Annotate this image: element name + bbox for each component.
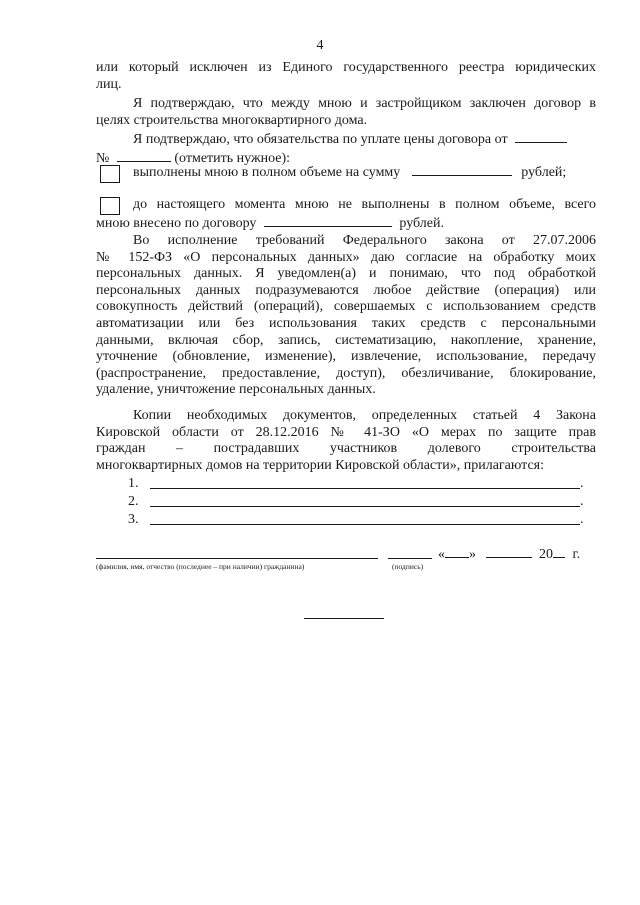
paid-amount-field[interactable] xyxy=(412,163,512,176)
text-line: персональных данных подразумеваются любое действие (операция) или xyxy=(96,282,596,298)
day-field[interactable] xyxy=(445,545,469,558)
deposited-amount-field[interactable] xyxy=(264,214,392,227)
text-line: совокупность действий (операций), совершаемых с использованием средств xyxy=(96,299,596,315)
year-field[interactable] xyxy=(553,545,565,558)
text-line: целях строительства многоквартирного дома. xyxy=(96,112,368,128)
month-field[interactable] xyxy=(486,545,532,558)
text-line: автоматизации или без использования таких средств с персональными xyxy=(96,315,596,331)
text-line: лиц. xyxy=(96,76,122,92)
signature-field[interactable] xyxy=(388,558,432,559)
currency-unit: рублей. xyxy=(399,215,445,231)
attachment-item[interactable] xyxy=(128,494,584,510)
year-suffix: г. xyxy=(572,547,581,562)
number-sign: № xyxy=(96,150,110,166)
attachment-end: . xyxy=(580,494,584,509)
text-line: уточнение (обновление, изменение), извлечение, использование, передачу xyxy=(96,349,596,365)
text-line: многоквартирных домов на территории Кировской области», прилагаются: xyxy=(96,457,544,473)
paragraph-intro xyxy=(96,60,596,93)
checkbox-fully-paid[interactable] xyxy=(100,165,120,183)
attachment-end: . xyxy=(580,512,584,527)
text-line: (распространение, предоставление, доступ), обезличивание, блокирование, xyxy=(96,365,596,381)
attachment-number: 2. xyxy=(128,494,139,509)
end-of-document-line xyxy=(304,618,384,619)
text-line: до настоящего момента мною не выполнены в полном объеме, всего xyxy=(133,197,596,212)
full-name-field[interactable] xyxy=(96,558,378,559)
attachment-field[interactable] xyxy=(150,506,580,507)
date-field xyxy=(438,545,580,563)
paragraph-obligations xyxy=(96,130,596,167)
text-line: Во исполнение требований Федерального закона от 27.07.2006 xyxy=(133,233,596,248)
contract-number-field[interactable] xyxy=(117,149,171,162)
date-close-quote: » xyxy=(469,547,476,562)
option-fully-paid-text: выполнены мною в полном объеме на сумму xyxy=(133,165,401,180)
text-line: данными, включая сбор, запись, систематизацию, накопление, хранение, xyxy=(96,332,596,348)
attachment-item[interactable] xyxy=(128,476,584,492)
attachment-field[interactable] xyxy=(150,524,580,525)
contract-date-field[interactable] xyxy=(515,130,567,143)
text-line: удаление, уничтожение персональных данных. xyxy=(96,382,376,398)
option-fully-paid xyxy=(133,163,596,181)
text-line: Я подтверждаю, что между мною и застройщиком заключен договор в xyxy=(133,96,596,111)
text-line: или который исключен из Единого государственного реестра юридических xyxy=(96,60,596,75)
page-number: 4 xyxy=(316,38,324,53)
option-partially-paid-text: мною внесено по договору xyxy=(96,215,257,231)
paragraph-consent xyxy=(96,233,596,399)
text-line xyxy=(96,214,596,233)
currency-unit: рублей; xyxy=(521,165,567,180)
mark-instruction: (отметить нужное): xyxy=(174,150,291,166)
text-line: граждан – пострадавших участников долевого строительства xyxy=(96,441,596,457)
full-name-caption: (фамилия, имя, отчество (последнее – при наличии) гражданина) xyxy=(96,562,305,571)
paragraph-contract xyxy=(96,96,596,129)
attachment-number: 3. xyxy=(128,512,139,527)
attachment-end: . xyxy=(580,476,584,491)
text-line xyxy=(96,130,596,149)
text-line: персональных данных. Я уведомлен(а) и понимаю, что под обработкой xyxy=(96,266,596,282)
paragraph-copies xyxy=(96,408,596,474)
text-line: Кировской области от 28.12.2016 № 41-ЗО «О мерах по защите прав xyxy=(96,424,596,440)
option-partially-paid xyxy=(96,197,596,232)
attachment-number: 1. xyxy=(128,476,139,491)
attachment-field[interactable] xyxy=(150,488,580,489)
signature-caption: (подпись) xyxy=(392,562,424,571)
year-prefix: 20 xyxy=(539,547,553,562)
obligations-text: Я подтверждаю, что обязательства по уплате цены договора от xyxy=(133,132,508,147)
attachment-item[interactable] xyxy=(128,512,584,528)
date-open-quote: « xyxy=(438,547,445,562)
text-line: Копии необходимых документов, определенных статьей 4 Закона xyxy=(133,408,596,423)
text-line: № 152-ФЗ «О персональных данных» даю согласие на обработку моих xyxy=(96,249,596,265)
